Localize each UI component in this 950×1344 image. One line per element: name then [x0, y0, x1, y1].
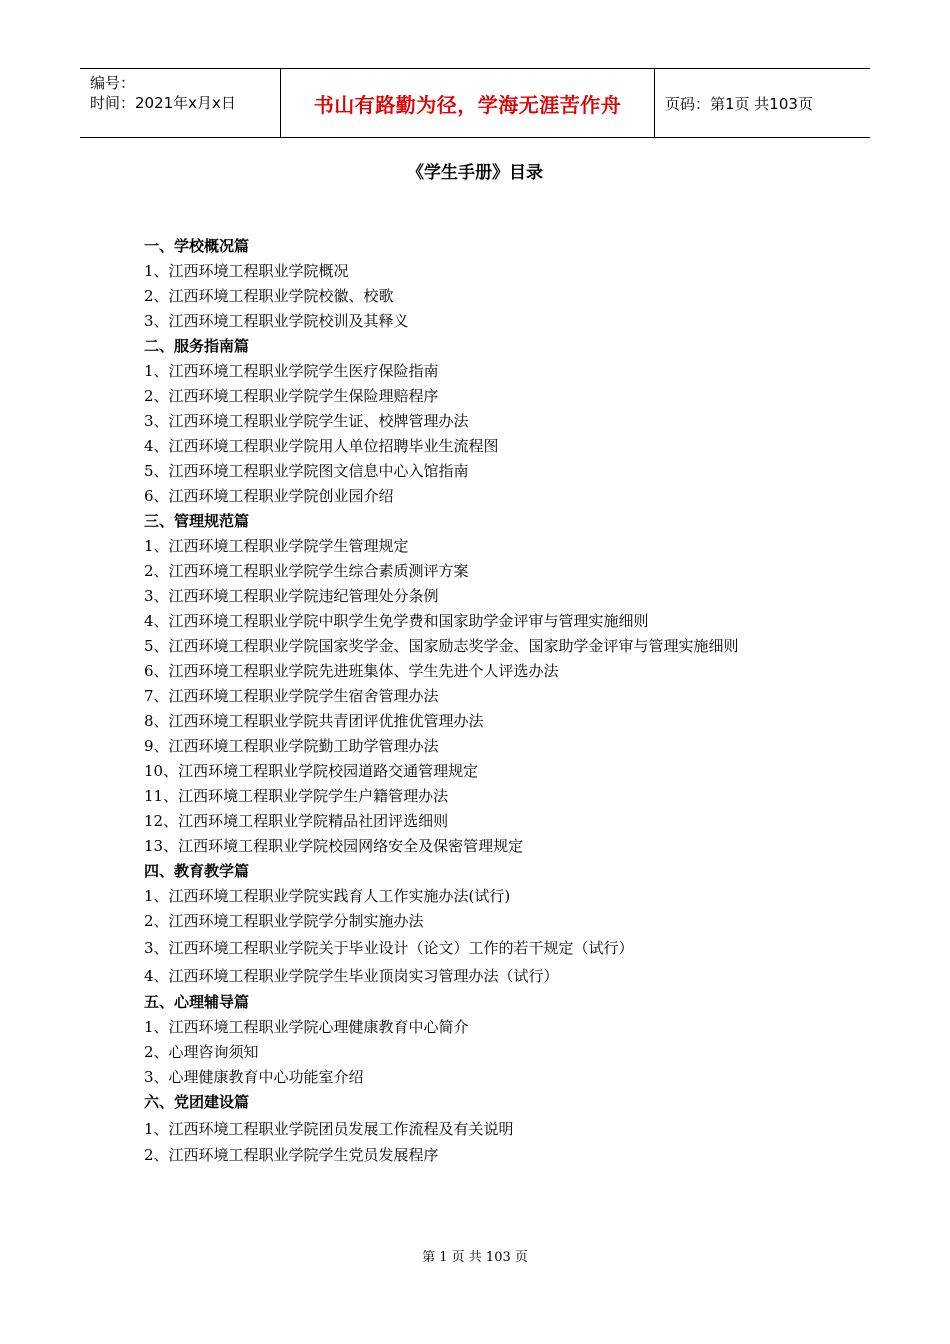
- toc-item: 3、江西环境工程职业学院违纪管理处分条例: [144, 587, 439, 605]
- toc-item: 3、江西环境工程职业学院校训及其释义: [144, 312, 409, 330]
- toc-section-heading: 一、学校概况篇: [144, 237, 250, 255]
- toc-item: 2、心理咨询须知: [144, 1043, 259, 1061]
- header-motto: 书山有路勤为径，学海无涯苦作舟: [281, 69, 655, 137]
- toc-item: 7、江西环境工程职业学院学生宿舍管理办法: [144, 687, 439, 705]
- toc-item: 1、江西环境工程职业学院学生管理规定: [144, 537, 409, 555]
- header-meta: [80, 69, 281, 137]
- table-of-contents: [144, 234, 904, 1168]
- toc-item: 2、江西环境工程职业学院学生保险理赔程序: [144, 387, 439, 405]
- toc-item: 3、心理健康教育中心功能室介绍: [144, 1068, 364, 1086]
- toc-item: 1、江西环境工程职业学院心理健康教育中心简介: [144, 1018, 469, 1036]
- toc-item: 8、江西环境工程职业学院共青团评优推优管理办法: [144, 712, 484, 730]
- toc-item: 2、江西环境工程职业学院学分制实施办法: [144, 912, 424, 930]
- toc-item: 6、江西环境工程职业学院先进班集体、学生先进个人评选办法: [144, 662, 559, 680]
- number-label: 编号：: [90, 74, 136, 92]
- header-page-info: 页码：第1页 共103页: [665, 94, 813, 113]
- toc-item: 2、江西环境工程职业学院校徽、校歌: [144, 287, 394, 305]
- toc-item: 2、江西环境工程职业学院学生党员发展程序: [144, 1146, 439, 1164]
- toc-item: 3、江西环境工程职业学院关于毕业设计（论文）工作的若干规定（试行）: [144, 939, 634, 957]
- toc-item: 4、江西环境工程职业学院中职学生免学费和国家助学金评审与管理实施细则: [144, 612, 649, 630]
- toc-item: 3、江西环境工程职业学院学生证、校牌管理办法: [144, 412, 469, 430]
- toc-section-heading: 三、管理规范篇: [144, 512, 250, 530]
- toc-item: 2、江西环境工程职业学院学生综合素质测评方案: [144, 562, 469, 580]
- toc-item: 9、江西环境工程职业学院勤工助学管理办法: [144, 737, 439, 755]
- toc-item: 5、江西环境工程职业学院国家奖学金、国家励志奖学金、国家助学金评审与管理实施细则: [144, 637, 739, 655]
- header-table: [80, 68, 870, 138]
- page-footer: 第 1 页 共 103 页: [422, 1250, 528, 1265]
- toc-item: 1、江西环境工程职业学院概况: [144, 262, 349, 280]
- toc-item: 13、江西环境工程职业学院校园网络安全及保密管理规定: [144, 837, 524, 855]
- toc-item: 10、江西环境工程职业学院校园道路交通管理规定: [144, 762, 479, 780]
- toc-section-heading: 四、教育教学篇: [144, 862, 250, 880]
- toc-section-heading: 五、心理辅导篇: [144, 993, 250, 1011]
- toc-item: 1、江西环境工程职业学院团员发展工作流程及有关说明: [144, 1120, 514, 1138]
- time-label: 时间：2021年x月x日: [90, 94, 236, 112]
- toc-item: 12、江西环境工程职业学院精品社团评选细则: [144, 812, 449, 830]
- toc-item: 4、江西环境工程职业学院学生毕业顶岗实习管理办法（试行）: [144, 967, 559, 985]
- toc-item: 5、江西环境工程职业学院图文信息中心入馆指南: [144, 462, 469, 480]
- toc-item: 1、江西环境工程职业学院学生医疗保险指南: [144, 362, 439, 380]
- toc-item: 6、江西环境工程职业学院创业园介绍: [144, 487, 394, 505]
- toc-section-heading: 二、服务指南篇: [144, 337, 250, 355]
- toc-item: 4、江西环境工程职业学院用人单位招聘毕业生流程图: [144, 437, 499, 455]
- toc-section-heading: 六、党团建设篇: [144, 1093, 250, 1111]
- document-title: 《学生手册》目录: [407, 163, 543, 183]
- toc-item: 1、江西环境工程职业学院实践育人工作实施办法(试行): [144, 887, 511, 905]
- toc-item: 11、江西环境工程职业学院学生户籍管理办法: [144, 787, 449, 805]
